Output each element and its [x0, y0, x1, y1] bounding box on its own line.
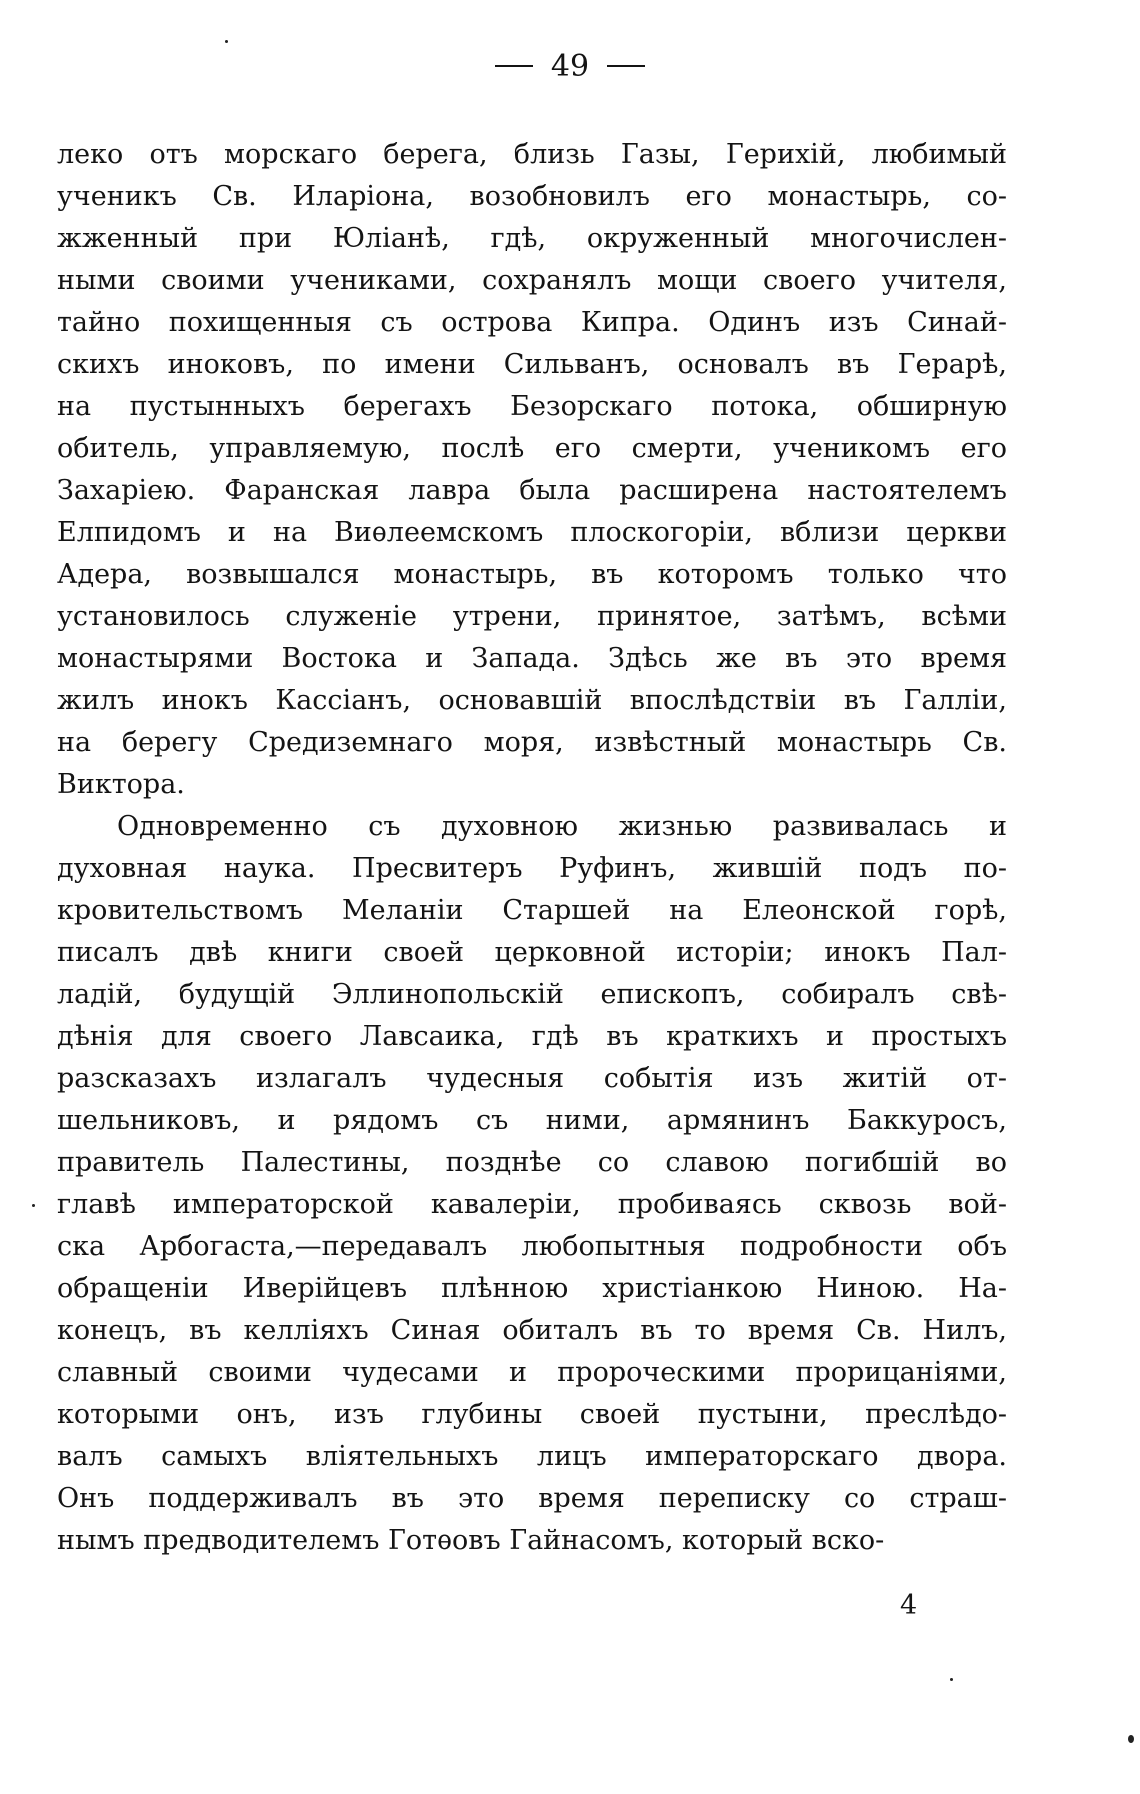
text-line: Виктора.: [57, 769, 185, 800]
text-line: дѣнія для своего Лавсаика, гдѣ въ краткихъ и простыхъ: [57, 1021, 1007, 1052]
text-line: ученикъ Св. Иларіона, возобновилъ его монастырь, со-: [57, 181, 1007, 212]
text-line: духовная наука. Пресвитеръ Руфинъ, жившій подъ по-: [57, 853, 1007, 884]
page-number: 49: [550, 48, 590, 84]
text-line: скихъ иноковъ, по имени Сильванъ, основалъ въ Герарѣ,: [57, 349, 1007, 380]
text-line: писалъ двѣ книги своей церковной исторіи; инокъ Пал-: [57, 937, 1007, 968]
text-line: главѣ императорской кавалеріи, пробиваясь сквозь вой-: [57, 1189, 1007, 1220]
text-line: Елпидомъ и на Виѳлеемскомъ плоскогоріи, вблизи церкви: [57, 517, 1007, 548]
text-line: ска Арбогаста,—передавалъ любопытныя подробности объ: [57, 1231, 1007, 1262]
text-line: ными своими учениками, сохранялъ мощи своего учителя,: [57, 265, 1007, 296]
text-line: правитель Палестины, позднѣе со славою погибшій во: [57, 1147, 1007, 1178]
body-text: [57, 134, 1007, 1562]
text-line: обитель, управляемую, послѣ его смерти, ученикомъ его: [57, 433, 1007, 464]
text-line: Захаріею. Фаранская лавра была расширена настоятелемъ: [57, 475, 1007, 506]
text-line: установилось служеніе утрени, принятое, затѣмъ, всѣми: [57, 601, 1007, 632]
text-line: конецъ, въ келліяхъ Синая обиталъ въ то время Св. Нилъ,: [57, 1315, 1007, 1346]
text-line: леко отъ морскаго берега, близь Газы, Герихій, любимый: [57, 139, 1007, 170]
paper-speck: [225, 40, 228, 43]
page-header: [0, 44, 1140, 88]
header-dash-left: [495, 65, 533, 67]
paper-speck: [32, 1204, 35, 1207]
text-line: валъ самыхъ вліятельныхъ лицъ императорскаго двора.: [57, 1441, 1007, 1472]
signature-mark: 4: [900, 1590, 918, 1621]
text-line: шельниковъ, и рядомъ съ ними, армянинъ Баккуросъ,: [57, 1105, 1007, 1136]
text-line: которыми онъ, изъ глубины своей пустыни, преслѣдо-: [57, 1399, 1007, 1430]
text-line: ладій, будущій Эллинопольскій епископъ, собиралъ свѣ-: [57, 979, 1007, 1010]
text-line: тайно похищенныя съ острова Кипра. Одинъ изъ Синай-: [57, 307, 1007, 338]
header-dash-right: [607, 65, 645, 67]
text-line: жилъ инокъ Кассіанъ, основавшій впослѣдствіи въ Галліи,: [57, 685, 1007, 716]
text-line: на берегу Средиземнаго моря, извѣстный монастырь Св.: [57, 727, 1007, 758]
text-line: на пустынныхъ берегахъ Безорскаго потока, обширную: [57, 391, 1007, 422]
text-line: Адера, возвышался монастырь, въ которомъ только что: [57, 559, 1007, 590]
text-line: кровительствомъ Меланіи Старшей на Елеонской горѣ,: [57, 895, 1007, 926]
text-line: Одновременно съ духовною жизнью развивалась и: [117, 811, 1007, 842]
text-line: нымъ предводителемъ Готѳовъ Гайнасомъ, который вско-: [57, 1525, 885, 1556]
text-line: славный своими чудесами и пророческими прорицаніями,: [57, 1357, 1007, 1388]
paper-speck: [950, 1678, 953, 1681]
paper-speck: [1128, 1735, 1134, 1743]
text-line: Онъ поддерживалъ въ это время переписку со страш-: [57, 1483, 1007, 1514]
text-line: обращеніи Иверійцевъ плѣнною христіанкою Ниною. На-: [57, 1273, 1007, 1304]
text-line: жженный при Юліанѣ, гдѣ, окруженный многочислен-: [57, 223, 1007, 254]
text-line: разсказахъ излагалъ чудесныя событія изъ житій от-: [57, 1063, 1007, 1094]
text-line: монастырями Востока и Запада. Здѣсь же въ это время: [57, 643, 1007, 674]
